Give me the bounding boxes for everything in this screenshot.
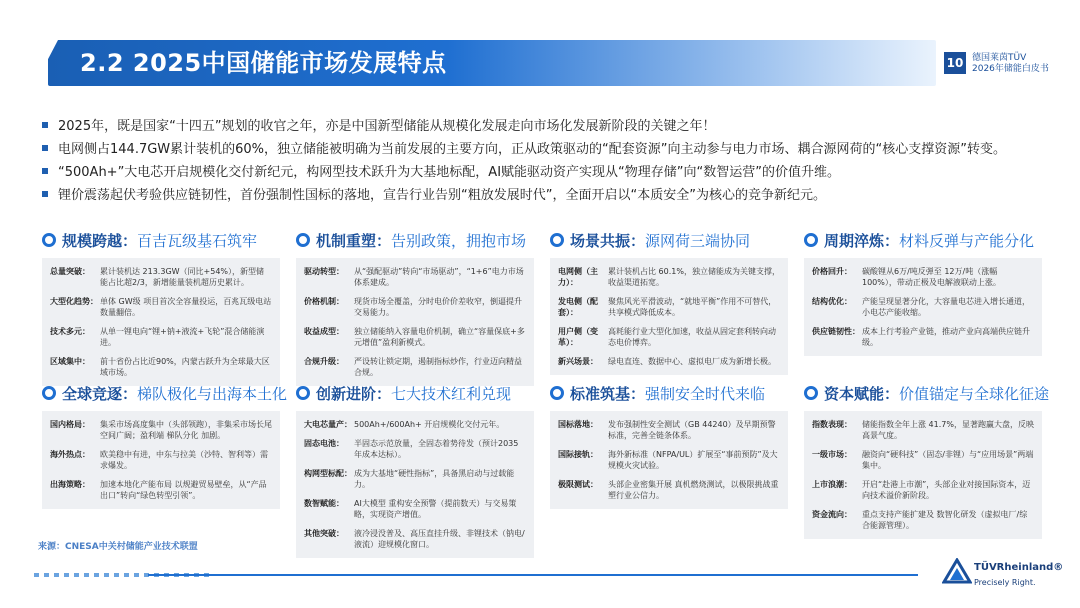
feature-card: [550, 383, 788, 509]
feature-card: [296, 383, 534, 558]
row-key: 国际接轨：: [558, 450, 598, 459]
row-value: 产能呈现显著分化，大容量电芯进入增长通道，小电芯产能收缩。: [862, 297, 1030, 317]
card-heading: [296, 230, 534, 250]
summary-bullet: [42, 138, 1052, 161]
page-title: 2.2 2025中国储能市场发展特点: [80, 49, 447, 77]
card-row: [558, 322, 780, 352]
row-key: 发电侧（配套）：: [558, 297, 598, 317]
bullet-text: 2025年，既是国家“十四五”规划的收官之年，亦是中国新型储能从规模化发展走向市场化发展新阶段的关键之年！: [58, 119, 716, 134]
row-value: AI大模型 重构安全预警（提前数天）与交易策略，实现资产增值。: [354, 499, 517, 519]
bullet-square-icon: [42, 168, 48, 174]
card-heading: [550, 230, 788, 250]
row-value: 聚焦风光平滑波动，“就地平衡”作用不可替代，共享模式降低成本。: [608, 297, 777, 317]
row-key: 驱动转型：: [304, 267, 344, 276]
bullet-square-icon: [42, 145, 48, 151]
row-value: 绿电直连、数据中心、虚拟电厂成为新增长极。: [608, 357, 776, 366]
card-row: [304, 415, 526, 434]
row-value: 发布强制性安全测试（GB 44240）及早期预警标准，完善全链条体系。: [608, 420, 776, 440]
card-row: [558, 292, 780, 322]
row-key: 指数表现：: [812, 420, 852, 429]
card-body: [296, 258, 534, 386]
row-key: 资金流向：: [812, 510, 852, 519]
ring-bullet-icon: [804, 386, 818, 400]
row-value: 累计装机达 213.3GW（同比+54%），新型储能占比超2/3，新增能量装机超历史累计。: [100, 267, 265, 287]
card-row: [558, 445, 780, 475]
card-subtitle: 告别政策，拥抱市场: [391, 231, 527, 250]
page-number: 10: [944, 52, 966, 74]
row-value: 500Ah+/600Ah+ 开启规模化交付元年。: [354, 420, 505, 429]
row-value: 高耗能行业大型化加速，收益从固定套利转向动态电价博弈。: [608, 327, 776, 347]
source-note: 来源：CNESA中关村储能产业技术联盟: [38, 542, 198, 552]
card-body: [804, 411, 1042, 539]
tuv-triangle-logo-icon: [942, 558, 972, 584]
row-key: 区域集中：: [50, 357, 90, 366]
card-title: 全球竞逐：: [62, 384, 138, 403]
row-value: 从单一锂电向“锂+钠+液流+飞轮”混合储能演进。: [100, 327, 265, 347]
feature-card: [42, 230, 280, 386]
row-key: 用户侧（变革）：: [558, 327, 598, 347]
ring-bullet-icon: [550, 233, 564, 247]
bullet-text: 电网侧占144.7GW累计装机的60%，独立储能被明确为当前发展的主要方向，正从政策驱动的“配套资源”向主动参与电力市场、耦合源网荷的“核心支撑资源”转变。: [58, 142, 1006, 157]
row-key: 其他突破：: [304, 529, 344, 538]
row-value: 成本上行考验产业链，推动产业向高端供应链升级。: [862, 327, 1030, 347]
row-key: 海外热点：: [50, 450, 90, 459]
card-row: [812, 445, 1034, 475]
row-key: 大电芯量产：: [304, 420, 352, 429]
bullet-square-icon: [42, 122, 48, 128]
row-key: 价格回升：: [812, 267, 852, 276]
card-row: [304, 352, 526, 382]
summary-bullets: [42, 115, 1052, 207]
card-title: 标准筑基：: [570, 384, 646, 403]
row-key: 固态电池：: [304, 439, 344, 448]
bullet-square-icon: [42, 191, 48, 197]
card-heading: [804, 383, 1050, 403]
row-value: 集采市场高度集中（头部领跑），非集采市场长尾空间广阔；盈利端 梯队分化 加剧。: [100, 420, 272, 440]
row-value: 加速本地化产能布局 以规避贸易壁垒，从“产品出口”转向“绿色转型引领”。: [100, 480, 267, 500]
card-row: [558, 415, 780, 445]
row-value: 前十省份占比近90%，内蒙古跃升为全球最大区域市场。: [100, 357, 270, 377]
ring-bullet-icon: [550, 386, 564, 400]
row-key: 出海策略：: [50, 480, 90, 489]
row-key: 技术多元：: [50, 327, 90, 336]
card-subtitle: 价值锚定与全球化征途: [899, 384, 1050, 403]
row-key: 新兴场景：: [558, 357, 598, 366]
row-value: 独立储能纳入容量电价机制，确立“容量保底+多元增值”盈利新模式。: [354, 327, 525, 347]
card-row: [304, 434, 526, 464]
card-row: [812, 262, 1034, 292]
card-row: [50, 352, 272, 382]
card-title: 规模跨越：: [62, 231, 138, 250]
card-row: [50, 415, 272, 445]
card-row: [558, 262, 780, 292]
row-key: 价格机制：: [304, 297, 344, 306]
card-row: [50, 322, 272, 352]
card-title: 创新进阶：: [316, 384, 392, 403]
card-title: 场景共振：: [570, 231, 646, 250]
card-row: [812, 415, 1034, 445]
ring-bullet-icon: [296, 386, 310, 400]
feature-card: [804, 230, 1042, 356]
row-value: 重点支持产能扩建及 数智化研发（虚拟电厂/综合能源管理）。: [862, 510, 1028, 530]
card-row: [812, 322, 1034, 352]
row-key: 结构优化：: [812, 297, 852, 306]
card-title: 机制重塑：: [316, 231, 392, 250]
row-key: 一级市场：: [812, 450, 852, 459]
company-tagline: Precisely Right.: [974, 578, 1036, 587]
report-brand: [972, 53, 1049, 75]
row-value: 半固态示范放量，全固态着势待发（预计2035年成本达标）。: [354, 439, 519, 459]
card-title: 周期淬炼：: [824, 231, 900, 250]
card-body: [42, 411, 280, 509]
row-key: 总量突破：: [50, 267, 90, 276]
row-value: 累计装机占比 60.1%，独立储能成为关键支撑，收益渠道拓宽。: [608, 267, 780, 287]
card-row: [558, 475, 780, 505]
card-heading: [550, 383, 788, 403]
card-subtitle: 源网荷三端协同: [645, 231, 751, 250]
row-value: 欧美稳中有进，中东与拉美（沙特、智利等）需求爆发。: [100, 450, 268, 470]
card-subtitle: 强制安全时代来临: [645, 384, 766, 403]
row-key: 国内格局：: [50, 420, 90, 429]
row-value: 融资向“硬科技”（固态/非锂）与“应用场景”两端集中。: [862, 450, 1034, 470]
row-key: 上市浪潮：: [812, 480, 852, 489]
card-body: [550, 411, 788, 509]
row-key: 收益成型：: [304, 327, 344, 336]
card-row: [304, 524, 526, 554]
feature-card: [296, 230, 534, 386]
title-banner-notch: [34, 40, 58, 86]
summary-bullet: [42, 184, 1052, 207]
ring-bullet-icon: [42, 386, 56, 400]
brand-line-1: 德国莱茵TÜV: [972, 53, 1027, 63]
card-row: [812, 292, 1034, 322]
feature-card: [42, 383, 288, 509]
row-value: 现货市场全覆盖，分时电价价差收窄，倒逼提升交易能力。: [354, 297, 522, 317]
feature-card: [550, 230, 788, 375]
row-value: 储能指数全年上涨 41.7%，显著跑赢大盘，反映高景气度。: [862, 420, 1034, 440]
row-key: 数智赋能：: [304, 499, 344, 508]
card-body: [804, 258, 1042, 356]
row-value: 海外新标准（NFPA/UL）扩展至“事前预防”及大规模火灾试验。: [608, 450, 778, 470]
card-heading: [804, 230, 1042, 250]
ring-bullet-icon: [42, 233, 56, 247]
row-value: 碳酸锂从6万/吨反弹至 12万/吨（涨幅 100%），带动正极及电解液联动上涨。: [862, 267, 1001, 287]
card-row: [812, 505, 1034, 535]
row-key: 极限测试：: [558, 480, 598, 489]
row-key: 电网侧（主力）：: [558, 267, 598, 287]
card-row: [812, 475, 1034, 505]
card-row: [558, 352, 780, 371]
feature-card: [804, 383, 1050, 539]
card-heading: [296, 383, 534, 403]
card-row: [304, 464, 526, 494]
card-subtitle: 百吉瓦级基石筑牢: [137, 231, 258, 250]
card-row: [304, 494, 526, 524]
summary-bullet: [42, 161, 1052, 184]
card-row: [304, 262, 526, 292]
row-value: 成为大基地“硬性指标”，具备黑启动与过载能力。: [354, 469, 515, 489]
card-row: [304, 292, 526, 322]
card-row: [50, 292, 272, 322]
card-subtitle: 材料反弹与产能分化: [899, 231, 1035, 250]
row-key: 供应链韧性：: [812, 327, 860, 336]
card-row: [50, 262, 272, 292]
card-row: [50, 475, 272, 505]
footer-rule: [148, 574, 918, 576]
card-subtitle: 梯队极化与出海本土化: [137, 384, 288, 403]
row-value: 开启“赴港上市潮”，头部企业对接国际资本，迈向技术溢价新阶段。: [862, 480, 1031, 500]
card-row: [304, 322, 526, 352]
brand-line-2: 2026年储能白皮书: [972, 64, 1049, 74]
bullet-text: 锂价震荡起伏考验供应链韧性，首份强制性国标的落地，宣告行业告别“粗放发展时代”，全面开启以“本质安全”为核心的竞争新纪元。: [58, 188, 826, 203]
row-key: 合规升级：: [304, 357, 344, 366]
row-value: 头部企业密集开展 真机燃烧测试，以极限挑战重塑行业公信力。: [608, 480, 779, 500]
row-value: 液冷浸没普及、高压直挂升级、非锂技术（钠电/液流）迎规模化窗口。: [354, 529, 525, 549]
card-body: [42, 258, 280, 386]
card-body: [296, 411, 534, 558]
ring-bullet-icon: [296, 233, 310, 247]
card-body: [550, 258, 788, 375]
company-name: TÜVRheinland®: [974, 562, 1064, 573]
card-heading: [42, 230, 280, 250]
row-key: 国标落地：: [558, 420, 598, 429]
ring-bullet-icon: [804, 233, 818, 247]
row-key: 大型化趋势：: [50, 297, 98, 306]
bullet-text: “500Ah+”大电芯开启规模化交付新纪元，构网型技术跃升为大基地标配，AI赋能驱动资产实现从“物理存储”向“数智运营”的价值升维。: [58, 165, 840, 180]
row-value: 单体 GW级 项目首次全容量投运，百兆瓦级电站数量翻倍。: [100, 297, 272, 317]
row-value: 严设转让锁定期，遏制指标炒作，行业迈向精益合规。: [354, 357, 522, 377]
row-key: 构网型标配：: [304, 469, 352, 478]
row-value: 从“强配驱动”转向“市场驱动”，“1+6”电力市场体系建成。: [354, 267, 524, 287]
card-subtitle: 七大技术红利兑现: [391, 384, 512, 403]
card-row: [50, 445, 272, 475]
card-title: 资本赋能：: [824, 384, 900, 403]
card-heading: [42, 383, 288, 403]
summary-bullet: [42, 115, 1052, 138]
